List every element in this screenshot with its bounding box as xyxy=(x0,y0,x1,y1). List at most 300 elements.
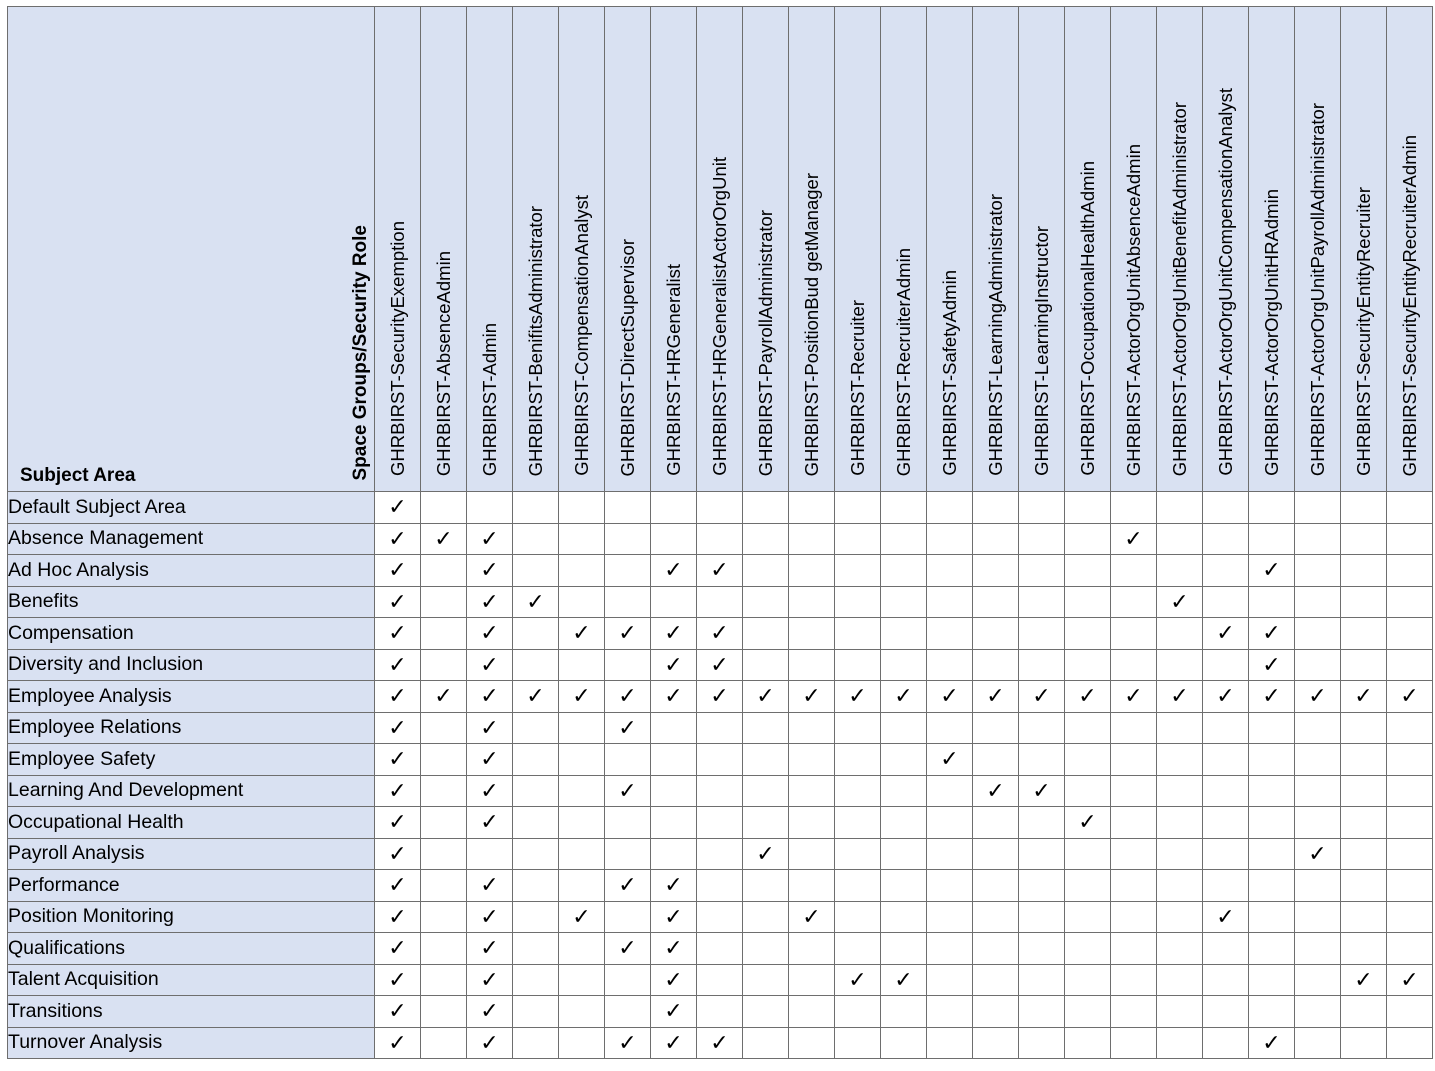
empty-cell xyxy=(835,555,881,587)
empty-cell xyxy=(697,964,743,996)
empty-cell xyxy=(973,1027,1019,1059)
empty-cell xyxy=(743,492,789,524)
checkmark-icon: ✓ xyxy=(1078,683,1097,709)
checkmark-cell xyxy=(789,681,835,713)
checkmark-icon: ✓ xyxy=(480,588,499,614)
empty-cell xyxy=(1111,586,1157,618)
empty-cell xyxy=(513,964,559,996)
empty-cell xyxy=(1295,586,1341,618)
empty-cell xyxy=(789,744,835,776)
checkmark-icon: ✓ xyxy=(434,683,453,709)
empty-cell xyxy=(789,523,835,555)
checkmark-icon: ✓ xyxy=(618,620,637,646)
checkmark-cell xyxy=(375,712,421,744)
empty-cell xyxy=(605,492,651,524)
empty-cell xyxy=(789,807,835,839)
checkmark-cell xyxy=(1111,681,1157,713)
role-header-label: GHRBIRST-RecruiterAdmin xyxy=(892,247,914,476)
checkmark-cell xyxy=(651,933,697,965)
empty-cell xyxy=(697,492,743,524)
checkmark-icon: ✓ xyxy=(664,998,683,1024)
checkmark-icon: ✓ xyxy=(388,494,407,520)
checkmark-icon: ✓ xyxy=(1262,557,1281,583)
checkmark-cell xyxy=(467,996,513,1028)
checkmark-icon: ✓ xyxy=(756,683,775,709)
checkmark-cell xyxy=(375,996,421,1028)
checkmark-icon: ✓ xyxy=(664,872,683,898)
checkmark-icon: ✓ xyxy=(618,683,637,709)
checkmark-cell xyxy=(651,649,697,681)
empty-cell xyxy=(513,1027,559,1059)
empty-cell xyxy=(1111,492,1157,524)
empty-cell xyxy=(1157,555,1203,587)
empty-cell xyxy=(789,870,835,902)
empty-cell xyxy=(559,964,605,996)
empty-cell xyxy=(1111,901,1157,933)
role-header-cell xyxy=(1341,7,1387,492)
empty-cell xyxy=(743,618,789,650)
role-header-label: GHRBIRST-SecurityEntityRecruiterAdmin xyxy=(1398,134,1420,476)
empty-cell xyxy=(1157,649,1203,681)
empty-cell xyxy=(1065,964,1111,996)
checkmark-cell xyxy=(1157,586,1203,618)
corner-header-cell xyxy=(8,7,375,492)
checkmark-cell xyxy=(467,555,513,587)
checkmark-cell xyxy=(651,964,697,996)
empty-cell xyxy=(1019,744,1065,776)
checkmark-cell xyxy=(789,901,835,933)
empty-cell xyxy=(743,964,789,996)
empty-cell xyxy=(927,870,973,902)
empty-cell xyxy=(513,744,559,776)
empty-cell xyxy=(559,492,605,524)
empty-cell xyxy=(697,870,743,902)
empty-cell xyxy=(513,618,559,650)
checkmark-cell xyxy=(375,775,421,807)
checkmark-icon: ✓ xyxy=(388,714,407,740)
checkmark-cell xyxy=(1019,775,1065,807)
security-matrix-table xyxy=(7,6,1433,1059)
empty-cell xyxy=(1341,870,1387,902)
empty-cell xyxy=(1341,838,1387,870)
checkmark-icon: ✓ xyxy=(434,525,453,551)
checkmark-cell xyxy=(651,681,697,713)
checkmark-icon: ✓ xyxy=(572,903,591,929)
empty-cell xyxy=(1157,492,1203,524)
empty-cell xyxy=(559,775,605,807)
checkmark-cell xyxy=(927,744,973,776)
checkmark-icon: ✓ xyxy=(388,1029,407,1055)
empty-cell xyxy=(651,775,697,807)
empty-cell xyxy=(1249,775,1295,807)
empty-cell xyxy=(789,618,835,650)
role-header-label: GHRBIRST-BenifitsAdministrator xyxy=(524,205,546,476)
empty-cell xyxy=(559,1027,605,1059)
checkmark-icon: ✓ xyxy=(1170,683,1189,709)
empty-cell xyxy=(973,996,1019,1028)
empty-cell xyxy=(1111,775,1157,807)
empty-cell xyxy=(927,964,973,996)
empty-cell xyxy=(605,996,651,1028)
empty-cell xyxy=(1341,586,1387,618)
role-header-cell xyxy=(881,7,927,492)
empty-cell xyxy=(1065,901,1111,933)
empty-cell xyxy=(1341,555,1387,587)
checkmark-icon: ✓ xyxy=(1262,620,1281,646)
checkmark-cell xyxy=(651,618,697,650)
role-header-cell xyxy=(559,7,605,492)
empty-cell xyxy=(1341,775,1387,807)
checkmark-cell xyxy=(1341,681,1387,713)
empty-cell xyxy=(835,870,881,902)
checkmark-cell xyxy=(605,1027,651,1059)
empty-cell xyxy=(973,901,1019,933)
empty-cell xyxy=(559,838,605,870)
empty-cell xyxy=(881,996,927,1028)
table-row xyxy=(8,492,1433,524)
empty-cell xyxy=(697,523,743,555)
role-header-label: GHRBIRST-OccupationalHealthAdmin xyxy=(1076,161,1098,476)
empty-cell xyxy=(1341,933,1387,965)
empty-cell xyxy=(1065,996,1111,1028)
role-header-cell xyxy=(1111,7,1157,492)
empty-cell xyxy=(513,996,559,1028)
role-header-label: GHRBIRST-ActorOrgUnitPayrollAdministrator xyxy=(1306,102,1328,476)
empty-cell xyxy=(835,523,881,555)
empty-cell xyxy=(1203,870,1249,902)
checkmark-cell xyxy=(697,649,743,681)
empty-cell xyxy=(697,586,743,618)
empty-cell xyxy=(559,649,605,681)
empty-cell xyxy=(1341,901,1387,933)
checkmark-icon: ✓ xyxy=(388,777,407,803)
table-row xyxy=(8,901,1433,933)
empty-cell xyxy=(1387,523,1433,555)
checkmark-cell xyxy=(605,681,651,713)
checkmark-cell xyxy=(743,681,789,713)
empty-cell xyxy=(1019,618,1065,650)
checkmark-icon: ✓ xyxy=(756,840,775,866)
checkmark-icon: ✓ xyxy=(848,966,867,992)
empty-cell xyxy=(559,555,605,587)
checkmark-cell xyxy=(467,744,513,776)
empty-cell xyxy=(1065,649,1111,681)
empty-cell xyxy=(835,996,881,1028)
subject-area-cell: Employee Relations xyxy=(8,712,375,744)
empty-cell xyxy=(927,1027,973,1059)
checkmark-cell xyxy=(1295,838,1341,870)
role-header-label: GHRBIRST-PositionBud getManager xyxy=(800,172,822,476)
empty-cell xyxy=(1341,492,1387,524)
table-row xyxy=(8,649,1433,681)
empty-cell xyxy=(697,933,743,965)
empty-cell xyxy=(1065,712,1111,744)
empty-cell xyxy=(1203,1027,1249,1059)
empty-cell xyxy=(421,586,467,618)
checkmark-cell xyxy=(605,870,651,902)
empty-cell xyxy=(835,586,881,618)
empty-cell xyxy=(1203,964,1249,996)
empty-cell xyxy=(513,901,559,933)
empty-cell xyxy=(1387,807,1433,839)
empty-cell xyxy=(1065,523,1111,555)
empty-cell xyxy=(973,618,1019,650)
checkmark-icon: ✓ xyxy=(802,683,821,709)
checkmark-cell xyxy=(375,933,421,965)
empty-cell xyxy=(1019,586,1065,618)
checkmark-icon: ✓ xyxy=(710,651,729,677)
matrix-body xyxy=(8,492,1433,1059)
role-header-label: GHRBIRST-DirectSupervisor xyxy=(616,238,638,476)
role-header-label: GHRBIRST-CompensationAnalyst xyxy=(570,195,592,476)
role-header-cell xyxy=(421,7,467,492)
checkmark-icon: ✓ xyxy=(664,651,683,677)
empty-cell xyxy=(1065,838,1111,870)
checkmark-icon: ✓ xyxy=(1216,683,1235,709)
checkmark-icon: ✓ xyxy=(664,683,683,709)
empty-cell xyxy=(1295,712,1341,744)
role-header-cell xyxy=(1295,7,1341,492)
empty-cell xyxy=(789,712,835,744)
checkmark-cell xyxy=(651,1027,697,1059)
empty-cell xyxy=(1065,555,1111,587)
checkmark-cell xyxy=(1111,523,1157,555)
checkmark-icon: ✓ xyxy=(1354,683,1373,709)
empty-cell xyxy=(973,807,1019,839)
table-row xyxy=(8,681,1433,713)
checkmark-cell xyxy=(513,681,559,713)
checkmark-cell xyxy=(375,618,421,650)
checkmark-icon: ✓ xyxy=(710,620,729,646)
table-row xyxy=(8,555,1433,587)
empty-cell xyxy=(421,744,467,776)
checkmark-cell xyxy=(375,744,421,776)
empty-cell xyxy=(927,555,973,587)
empty-cell xyxy=(743,744,789,776)
empty-cell xyxy=(973,712,1019,744)
empty-cell xyxy=(1387,555,1433,587)
checkmark-cell xyxy=(467,964,513,996)
empty-cell xyxy=(973,964,1019,996)
checkmark-icon: ✓ xyxy=(480,872,499,898)
empty-cell xyxy=(651,492,697,524)
empty-cell xyxy=(1157,933,1203,965)
empty-cell xyxy=(421,996,467,1028)
checkmark-cell xyxy=(375,838,421,870)
checkmark-cell xyxy=(375,901,421,933)
empty-cell xyxy=(927,523,973,555)
role-header-cell xyxy=(743,7,789,492)
checkmark-icon: ✓ xyxy=(526,588,545,614)
checkmark-cell xyxy=(467,618,513,650)
subject-area-cell: Occupational Health xyxy=(8,807,375,839)
empty-cell xyxy=(789,933,835,965)
empty-cell xyxy=(881,744,927,776)
empty-cell xyxy=(835,933,881,965)
empty-cell xyxy=(1019,649,1065,681)
role-header-cell xyxy=(973,7,1019,492)
role-header-cell xyxy=(467,7,513,492)
empty-cell xyxy=(927,901,973,933)
empty-cell xyxy=(1065,618,1111,650)
empty-cell xyxy=(743,901,789,933)
checkmark-cell xyxy=(375,964,421,996)
empty-cell xyxy=(1341,1027,1387,1059)
role-header-label: GHRBIRST-AbsenceAdmin xyxy=(432,250,454,476)
checkmark-icon: ✓ xyxy=(480,651,499,677)
checkmark-cell xyxy=(697,618,743,650)
table-row xyxy=(8,870,1433,902)
empty-cell xyxy=(421,775,467,807)
checkmark-icon: ✓ xyxy=(1354,966,1373,992)
empty-cell xyxy=(973,933,1019,965)
role-header-label: GHRBIRST-ActorOrgUnitHRAdmin xyxy=(1260,189,1282,476)
subject-area-cell: Employee Safety xyxy=(8,744,375,776)
empty-cell xyxy=(789,492,835,524)
empty-cell xyxy=(881,1027,927,1059)
empty-cell xyxy=(513,807,559,839)
checkmark-icon: ✓ xyxy=(710,683,729,709)
checkmark-cell xyxy=(1249,555,1295,587)
empty-cell xyxy=(973,870,1019,902)
checkmark-icon: ✓ xyxy=(480,966,499,992)
subject-area-cell: Transitions xyxy=(8,996,375,1028)
empty-cell xyxy=(467,492,513,524)
empty-cell xyxy=(973,838,1019,870)
checkmark-icon: ✓ xyxy=(1262,683,1281,709)
empty-cell xyxy=(559,712,605,744)
empty-cell xyxy=(743,807,789,839)
role-header-label: GHRBIRST-SecurityExemption xyxy=(386,221,408,476)
checkmark-icon: ✓ xyxy=(388,525,407,551)
checkmark-cell xyxy=(1295,681,1341,713)
empty-cell xyxy=(697,901,743,933)
empty-cell xyxy=(1157,618,1203,650)
checkmark-cell xyxy=(605,775,651,807)
checkmark-cell xyxy=(697,681,743,713)
empty-cell xyxy=(605,901,651,933)
empty-cell xyxy=(513,649,559,681)
table-row xyxy=(8,712,1433,744)
subject-area-cell: Turnover Analysis xyxy=(8,1027,375,1059)
checkmark-cell xyxy=(1249,681,1295,713)
checkmark-icon: ✓ xyxy=(480,683,499,709)
empty-cell xyxy=(559,744,605,776)
empty-cell xyxy=(1295,775,1341,807)
empty-cell xyxy=(927,586,973,618)
empty-cell xyxy=(1295,964,1341,996)
empty-cell xyxy=(927,712,973,744)
empty-cell xyxy=(1019,901,1065,933)
checkmark-icon: ✓ xyxy=(480,746,499,772)
empty-cell xyxy=(1019,1027,1065,1059)
table-row xyxy=(8,618,1433,650)
checkmark-cell xyxy=(835,681,881,713)
empty-cell xyxy=(1295,492,1341,524)
empty-cell xyxy=(467,838,513,870)
checkmark-icon: ✓ xyxy=(1400,966,1419,992)
checkmark-cell xyxy=(1065,807,1111,839)
checkmark-icon: ✓ xyxy=(388,809,407,835)
checkmark-cell xyxy=(973,681,1019,713)
checkmark-cell xyxy=(467,586,513,618)
empty-cell xyxy=(1341,807,1387,839)
empty-cell xyxy=(651,712,697,744)
checkmark-icon: ✓ xyxy=(388,746,407,772)
empty-cell xyxy=(743,555,789,587)
checkmark-cell xyxy=(1387,964,1433,996)
checkmark-cell xyxy=(881,681,927,713)
empty-cell xyxy=(697,775,743,807)
role-header-cell xyxy=(1157,7,1203,492)
empty-cell xyxy=(1387,586,1433,618)
empty-cell xyxy=(1065,775,1111,807)
empty-cell xyxy=(421,1027,467,1059)
checkmark-cell xyxy=(1203,901,1249,933)
empty-cell xyxy=(743,1027,789,1059)
empty-cell xyxy=(697,807,743,839)
role-header-label: GHRBIRST-ActorOrgUnitAbsenceAdmin xyxy=(1122,143,1144,476)
checkmark-icon: ✓ xyxy=(664,557,683,583)
checkmark-cell xyxy=(881,964,927,996)
empty-cell xyxy=(743,649,789,681)
empty-cell xyxy=(1249,838,1295,870)
checkmark-cell xyxy=(375,492,421,524)
checkmark-cell xyxy=(1249,649,1295,681)
checkmark-cell xyxy=(467,1027,513,1059)
empty-cell xyxy=(1203,586,1249,618)
empty-cell xyxy=(743,775,789,807)
checkmark-cell xyxy=(375,523,421,555)
checkmark-cell xyxy=(1341,964,1387,996)
checkmark-icon: ✓ xyxy=(1308,683,1327,709)
empty-cell xyxy=(605,807,651,839)
empty-cell xyxy=(1341,618,1387,650)
checkmark-cell xyxy=(467,712,513,744)
empty-cell xyxy=(1295,870,1341,902)
empty-cell xyxy=(421,807,467,839)
empty-cell xyxy=(835,775,881,807)
empty-cell xyxy=(1249,807,1295,839)
empty-cell xyxy=(605,649,651,681)
role-header-cell xyxy=(513,7,559,492)
role-header-cell xyxy=(1019,7,1065,492)
table-row xyxy=(8,996,1433,1028)
empty-cell xyxy=(1203,744,1249,776)
empty-cell xyxy=(1111,807,1157,839)
empty-cell xyxy=(1111,555,1157,587)
empty-cell xyxy=(513,523,559,555)
empty-cell xyxy=(881,712,927,744)
empty-cell xyxy=(559,870,605,902)
checkmark-cell xyxy=(605,933,651,965)
subject-area-header: Subject Area xyxy=(20,465,136,486)
empty-cell xyxy=(1019,933,1065,965)
empty-cell xyxy=(1249,870,1295,902)
checkmark-cell xyxy=(1387,681,1433,713)
checkmark-icon: ✓ xyxy=(664,966,683,992)
empty-cell xyxy=(1065,870,1111,902)
empty-cell xyxy=(835,1027,881,1059)
empty-cell xyxy=(835,712,881,744)
table-row xyxy=(8,744,1433,776)
empty-cell xyxy=(421,618,467,650)
empty-cell xyxy=(1295,933,1341,965)
table-row xyxy=(8,964,1433,996)
empty-cell xyxy=(605,523,651,555)
empty-cell xyxy=(421,870,467,902)
checkmark-icon: ✓ xyxy=(940,683,959,709)
